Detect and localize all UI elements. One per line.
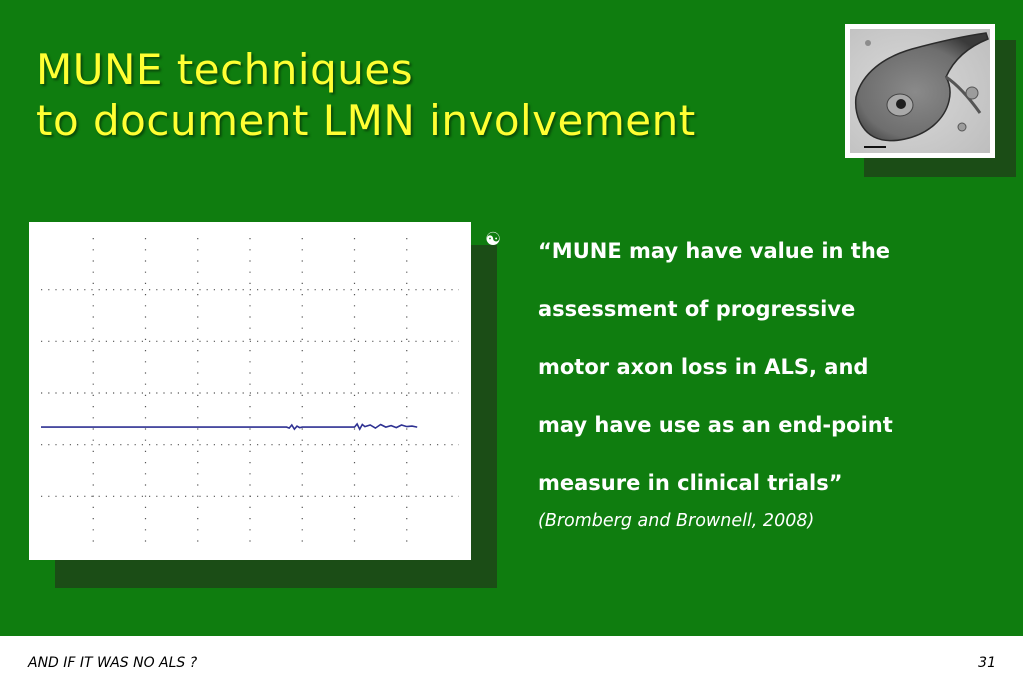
quote-line-3: motor axon loss in ALS, and: [538, 355, 869, 379]
yin-yang-icon: ☯: [485, 229, 502, 250]
page-number: 31: [978, 655, 996, 671]
quote-text: [538, 222, 1008, 512]
neuron-micrograph-icon: [850, 29, 990, 153]
slide-title-line-1: MUNE techniques: [36, 45, 414, 94]
slide-title-line-2: to document LMN involvement: [36, 96, 696, 145]
citation: (Bromberg and Brownell, 2008): [538, 511, 815, 531]
footer-title: AND IF IT WAS NO ALS ?: [28, 655, 198, 671]
quote-line-2: assessment of progressive: [538, 297, 856, 321]
quote-line-1: “MUNE may have value in the: [538, 239, 891, 263]
trace-series-line: [41, 424, 417, 429]
quote-line-4: may have use as an end-point: [538, 413, 893, 437]
slide-title: [36, 44, 816, 146]
mune-trace-chart: [29, 222, 471, 560]
footer-bar: [0, 636, 1023, 682]
quote-line-5: measure in clinical trials”: [538, 471, 843, 495]
chart-plot-area: [29, 222, 471, 560]
